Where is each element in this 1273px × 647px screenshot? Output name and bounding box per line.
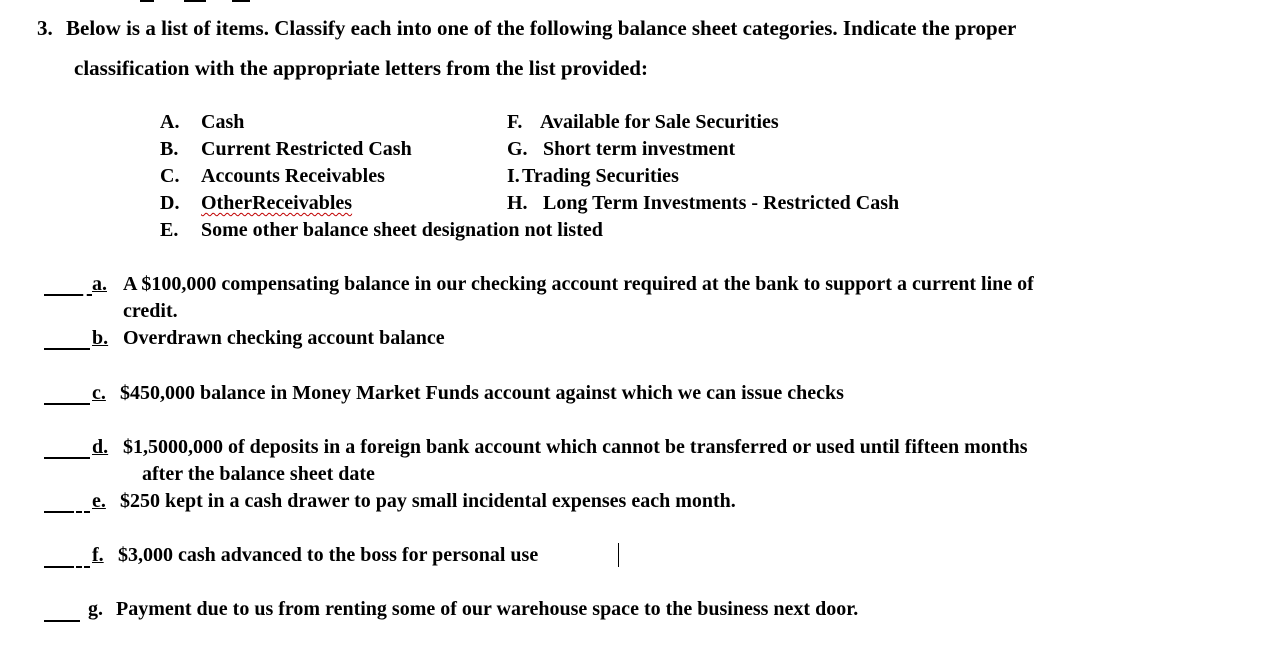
top-edge-mark <box>140 0 154 2</box>
item-text: Overdrawn checking account balance <box>123 327 445 349</box>
option-h <box>507 192 900 215</box>
top-edge-mark <box>184 0 206 2</box>
item-letter: a. <box>92 273 107 295</box>
answer-blank[interactable] <box>44 457 90 459</box>
item-letter: d. <box>92 436 109 458</box>
option-letter: C. <box>160 165 180 187</box>
item-text: $450,000 balance in Money Market Funds account against which we can issue checks <box>120 382 844 404</box>
option-letter: I. <box>507 165 520 187</box>
option-b <box>160 138 412 161</box>
option-a <box>160 111 245 134</box>
question-number: 3. <box>37 16 53 40</box>
answer-blank-dashed <box>68 566 90 568</box>
text-cursor <box>618 543 619 567</box>
item-letter: b. <box>92 327 109 349</box>
item-letter: g. <box>88 598 103 620</box>
option-letter: F. <box>507 111 523 133</box>
item-text: A $100,000 compensating balance in our checking account required at the bank to support a current line of <box>123 273 1034 295</box>
item-letter: c. <box>92 382 106 404</box>
option-text-spellcheck: OtherReceivables <box>201 192 353 214</box>
answer-blank-dashed <box>78 294 92 296</box>
option-c <box>160 165 385 188</box>
item-letter: f. <box>92 544 104 566</box>
question-text-line2: classification with the appropriate letters from the list provided: <box>74 56 648 80</box>
option-letter: G. <box>507 138 528 160</box>
item-text: Payment due to us from renting some of our warehouse space to the business next door. <box>116 598 859 620</box>
answer-blank[interactable] <box>44 348 90 350</box>
item-text: $1,5000,000 of deposits in a foreign bank account which cannot be transferred or used until fifteen months <box>123 436 1028 458</box>
answer-blank[interactable] <box>44 566 68 568</box>
item-text-continued: after the balance sheet date <box>142 463 375 485</box>
option-text: Current Restricted Cash <box>201 138 412 160</box>
option-text: Accounts Receivables <box>201 165 385 187</box>
option-text: Trading Securities <box>522 165 679 187</box>
item-text-continued: credit. <box>123 300 178 322</box>
answer-blank[interactable] <box>44 511 68 513</box>
option-f <box>507 111 779 134</box>
option-text: Available for Sale Securities <box>540 111 779 133</box>
item-text: $3,000 cash advanced to the boss for personal use <box>118 544 539 566</box>
answer-blank[interactable] <box>44 620 80 622</box>
option-d <box>160 192 353 215</box>
option-letter: A. <box>160 111 180 133</box>
option-e <box>160 219 603 242</box>
option-text: Long Term Investments - Restricted Cash <box>543 192 900 214</box>
answer-blank-dashed <box>68 511 90 513</box>
option-i <box>507 165 679 188</box>
option-letter: E. <box>160 219 179 241</box>
option-letter: B. <box>160 138 179 160</box>
option-letter: H. <box>507 192 528 214</box>
item-text: $250 kept in a cash drawer to pay small incidental expenses each month. <box>120 490 736 512</box>
option-g <box>507 138 736 161</box>
answer-blank[interactable] <box>44 294 78 296</box>
option-text: Cash <box>201 111 245 133</box>
question-text-line1: Below is a list of items. Classify each into one of the following balance sheet categories. Indicate the proper <box>66 16 1017 40</box>
item-letter: e. <box>92 490 106 512</box>
answer-blank[interactable] <box>44 403 90 405</box>
option-letter: D. <box>160 192 180 214</box>
option-text: Some other balance sheet designation not listed <box>201 219 603 241</box>
top-edge-mark <box>232 0 250 2</box>
option-text: Short term investment <box>543 138 736 160</box>
